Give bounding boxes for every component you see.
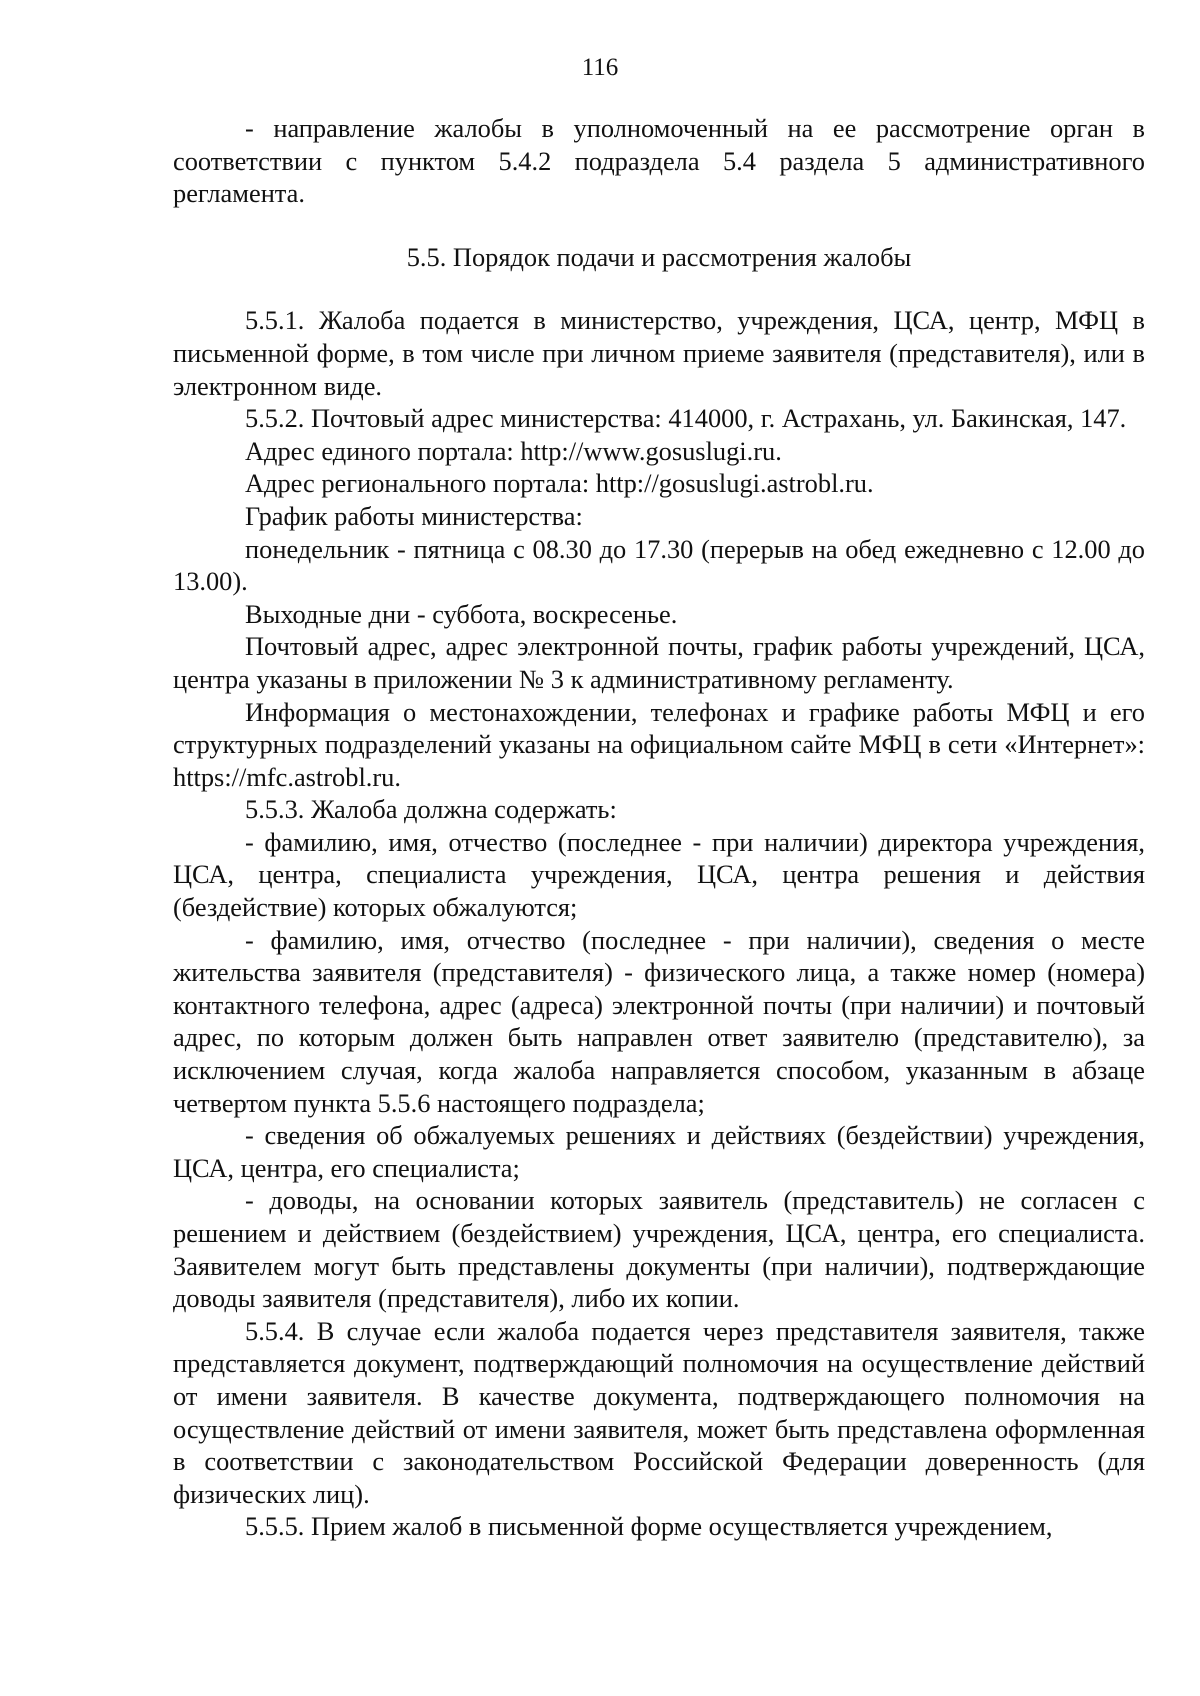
paragraph-unified-portal: Адрес единого портала: http://www.gosuslugi.ru. xyxy=(245,435,782,466)
list-item-arguments: - доводы, на основании которых заявитель (представитель) не согласен с решением и действием (бездействием) учреждения, ЦСА, центра, его специалиста. Заявителем могут быть представлены документы (при наличии), подтверждающие доводы заявителя (представителя), либо их копии. xyxy=(173,1185,1145,1314)
list-item-appealed-decisions: - сведения об обжалуемых решениях и действиях (бездействии) учреждения, ЦСА, центра, его специалиста; xyxy=(173,1120,1145,1183)
list-item-applicant-details: - фамилию, имя, отчество (последнее - при наличии), сведения о месте жительства заявителя (представителя) - физического лица, а также номер (номера) контактного телефона, адрес (адреса) электронной почты (при наличии) и почтовый адрес, по которым должен быть направлен ответ заявителю (представителю), за исключением случая, когда жалоба направляется способом, указанным в абзаце четвертом пункта 5.5.6 настоящего подраздела; xyxy=(173,924,1145,1118)
paragraph-5-5-1: 5.5.1. Жалоба подается в министерство, учреждения, ЦСА, центр, МФЦ в письменной форме, в том числе при личном приеме заявителя (представителя), или в электронном виде. xyxy=(173,305,1145,401)
paragraph-regional-portal: Адрес регионального портала: http://gosuslugi.astrobl.ru. xyxy=(245,468,874,499)
paragraph-work-schedule: График работы министерства: xyxy=(245,500,583,531)
paragraph-5-5-2: 5.5.2. Почтовый адрес министерства: 414000, г. Астрахань, ул. Бакинская, 147. xyxy=(245,403,1127,434)
page-number: 116 xyxy=(581,54,619,81)
paragraph-weekdays: понедельник - пятница с 08.30 до 17.30 (перерыв на обед ежедневно с 12.00 до 13.00). xyxy=(173,533,1145,597)
document-body xyxy=(173,112,1145,1543)
intro-paragraph: - направление жалобы в уполномоченный на ее рассмотрение орган в соответствии с пунктом 5.4.2 подраздела 5.4 раздела 5 административного регламента. xyxy=(173,113,1145,209)
list-item-director-name: - фамилию, имя, отчество (последнее - при наличии) директора учреждения, ЦСА, центра, специалиста учреждения, ЦСА, центра решения и действия (бездействие) которых обжалуются; xyxy=(173,826,1145,923)
paragraph-5-5-3: 5.5.3. Жалоба должна содержать: xyxy=(245,794,617,825)
paragraph-5-5-5: 5.5.5. Прием жалоб в письменной форме осуществляется учреждением, xyxy=(245,1511,1053,1542)
paragraph-days-off: Выходные дни - суббота, воскресенье. xyxy=(245,598,678,629)
paragraph-5-5-4: 5.5.4. В случае если жалоба подается через представителя заявителя, также представляется документ, подтверждающий полномочия на осуществление действий от имени заявителя. В качестве документа, подтверждающего полномочия на осуществление действий от имени заявителя, может быть представлена оформленная в соответствии с законодательством Российской Федерации доверенность (для физических лиц). xyxy=(173,1315,1145,1509)
section-heading: 5.5. Порядок подачи и рассмотрения жалобы xyxy=(406,241,912,272)
paragraph-institutions-contacts: Почтовый адрес, адрес электронной почты, график работы учреждений, ЦСА, центра указаны в приложении № 3 к административному регламенту. xyxy=(173,631,1145,694)
paragraph-mfc-info: Информация о местонахождении, телефонах и графике работы МФЦ и его структурных подразделений указаны на официальном сайте МФЦ в сети «Интернет»: https://mfc.astrobl.ru. xyxy=(173,696,1145,792)
